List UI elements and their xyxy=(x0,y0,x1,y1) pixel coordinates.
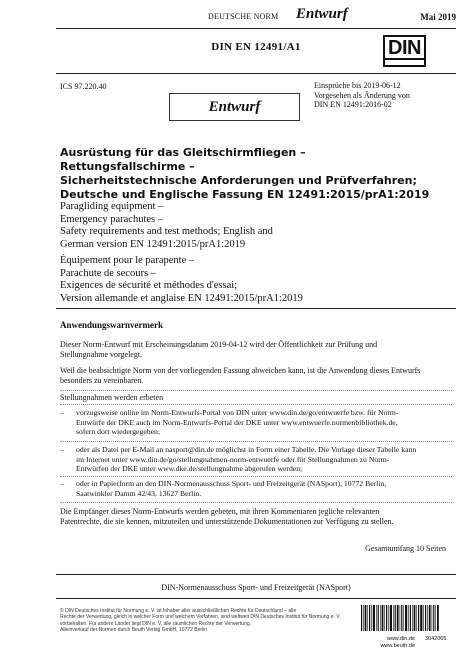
bullet-dash: – xyxy=(60,479,64,488)
title-english xyxy=(60,201,450,251)
comments-intro: Stellungnahmen werden erbeten xyxy=(60,393,164,402)
bullet-item-paper xyxy=(60,479,452,499)
bullet-dash: – xyxy=(60,445,64,454)
warning-paragraph-2 xyxy=(60,366,452,386)
bullet-line: oder als Datei per E-Mail an nasport@din.de möglichst in Form einer Tabelle. Die Vorlage dieser Tabelle kann xyxy=(76,445,417,454)
web-addresses xyxy=(345,636,415,649)
para-line: Stellungnahme vorgelegt. xyxy=(60,350,143,359)
para-line: Weil die beabsichtigte Norm von der vorliegenden Fassung abweichen kann, ist die Anwendung dieses Entwurfs xyxy=(60,366,421,375)
header-rule xyxy=(56,28,456,29)
footer-rule xyxy=(56,598,456,599)
din-logo-text: DIN xyxy=(388,37,421,59)
patent-paragraph xyxy=(60,507,452,527)
din-logo xyxy=(383,35,426,67)
copyright-line: Rechte der Verwertung, gleich in welcher Form und welchem Verfahren, sind weltweit DIN Deutsches Institut für Normung e. V. xyxy=(60,614,341,621)
dotted-separator xyxy=(60,476,452,477)
entwurf-box: Entwurf xyxy=(169,93,300,121)
title-fr-line: Version allemande et anglaise EN 12491:2015/prA1:2019 xyxy=(60,292,303,304)
bullet-line: Entwürfen der DKE unter www.dke.de/stellungnahme abgerufen werden; xyxy=(76,464,303,473)
norm-label: DEUTSCHE NORM xyxy=(208,12,279,21)
einspr-line: DIN EN 12491:2016-02 xyxy=(314,100,392,109)
copyright-line: vorbehalten. Für andere Länder liegt DIN e. V. alle räumlichen Rechte der Verwertung. xyxy=(60,620,252,627)
para-line: Patentrechte, die sie kennen, mitzuteilen und unterstützende Dokumentationen zur Verfügung zu stellen. xyxy=(60,517,394,526)
warning-paragraph-1 xyxy=(60,340,452,360)
copyright-notice xyxy=(60,608,360,633)
einspr-line: Einsprüche bis 2019-06-12 xyxy=(314,81,401,90)
committee-rule xyxy=(56,574,456,575)
total-pages: Gesamtumfang 10 Seiten xyxy=(365,544,446,553)
dotted-separator xyxy=(60,441,452,442)
title-fr-line: Exigences de sécurité et méthodes d'essai; xyxy=(60,280,238,291)
web-address: www.din.de xyxy=(386,636,415,642)
title-de-line: Rettungsfallschirme – xyxy=(60,160,195,173)
dotted-separator xyxy=(60,390,452,391)
para-line: Dieser Norm-Entwurf mit Erscheinungsdatum 2019-04-12 wird der Öffentlichkeit zur Prüfung und xyxy=(60,340,378,349)
title-french xyxy=(60,255,450,305)
bullet-line: sofern dort wiedergegeben; xyxy=(76,427,160,436)
dotted-separator xyxy=(60,404,452,405)
bullet-line: Entwürfe der DKE auch im Norm-Entwurfs-Portal der DKE unter www.entwuerfe.normenbibliothek.de, xyxy=(76,417,398,427)
title-en-line: German version EN 12491:2015/prA1:2019 xyxy=(60,238,246,250)
bullet-line: Saatwinkler Damm 42/43, 13627 Berlin. xyxy=(76,488,202,498)
title-fr-line: Parachute de secours – xyxy=(60,267,156,279)
bullet-line: vorzugsweise online im Norm-Entwurfs-Portal von DIN unter www.din.de/go/entwuerfe bzw. für Norm- xyxy=(76,408,399,417)
copyright-line: © DIN Deutsches Institut für Normung e. V. ist Inhaber aller ausschließlichen Rechte für Deutschland – alle xyxy=(60,608,297,614)
einspr-line: Vorgesehen als Änderung von xyxy=(314,90,410,100)
title-de-line: Deutsche und Englische Fassung EN 12491:2015/prA1:2019 xyxy=(60,188,430,201)
title-en-line: Paragliding equipment – xyxy=(60,201,164,212)
warning-rule xyxy=(56,308,456,309)
barcode xyxy=(360,605,440,631)
para-line: besonders zu vereinbaren. xyxy=(60,376,144,385)
title-german xyxy=(60,146,450,202)
comment-deadline xyxy=(314,81,454,110)
title-fr-line: Équipement pour le parapente – xyxy=(60,255,195,266)
ics-code: ICS 97.220.40 xyxy=(60,82,107,91)
title-de-line: Ausrüstung für das Gleitschirmfliegen – xyxy=(60,146,306,159)
title-en-line: Emergency parachutes – xyxy=(60,213,164,225)
dotted-separator xyxy=(60,502,452,503)
bullet-item-online xyxy=(60,408,452,438)
document-number: DIN EN 12491/A1 xyxy=(211,41,301,53)
din-logo-underline xyxy=(385,58,424,60)
title-de-line: Sicherheitstechnische Anforderungen und Prüfverfahren; xyxy=(60,174,417,187)
warning-title: Anwendungswarnvermerk xyxy=(60,320,164,330)
web-address: www.beuth.de xyxy=(380,642,415,649)
bullet-line: oder in Papierform an den DIN-Normenausschuss Sport- und Freizeitgerät (NASport), 10772 Berlin, xyxy=(76,479,387,488)
document-code: 3042065 xyxy=(425,636,447,642)
committee-name: DIN-Normenausschuss Sport- und Freizeitgerät (NASport) xyxy=(161,583,351,592)
title-en-line: Safety requirements and test methods; English and xyxy=(60,226,273,237)
bullet-line: im Internet unter www.din.de/go/stellungnahmen-norm-entwuerfe oder für Stellungnahmen zu Norm- xyxy=(76,454,390,464)
entwurf-header: Entwurf xyxy=(296,6,348,22)
docnum-rule xyxy=(56,73,456,74)
para-line: Die Empfänger dieses Norm-Entwurfs werden gebeten, mit ihren Kommentaren jegliche relevanten xyxy=(60,507,380,516)
issue-date: Mai 2019 xyxy=(420,12,456,22)
top-header xyxy=(56,6,456,26)
copyright-line: Alleinverkauf der Normen durch Beuth Verlag GmbH, 10772 Berlin xyxy=(60,626,208,633)
bullet-item-email xyxy=(60,445,452,475)
bullet-dash: – xyxy=(60,408,64,417)
